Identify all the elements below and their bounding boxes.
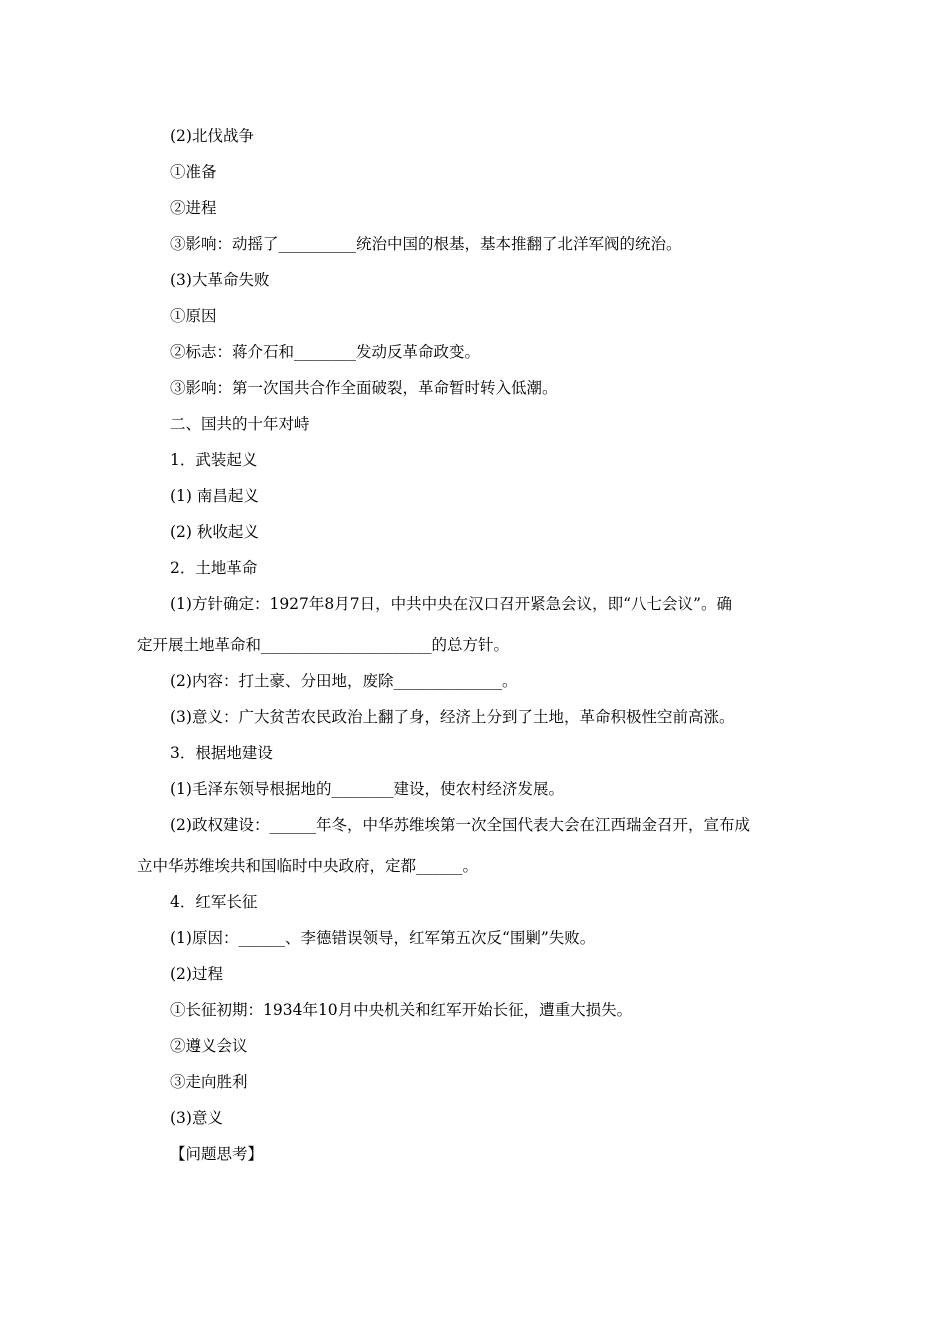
item-long-march-significance: (3)意义 xyxy=(170,1109,223,1127)
heading-question-thinking: 【问题思考】 xyxy=(170,1145,264,1163)
item-influence-fill-blank: ③影响：动摇了__________统治中国的根基，基本推翻了北洋军阀的统治。 xyxy=(170,235,682,253)
subheading-base-construction: 3．根据地建设 xyxy=(170,744,273,762)
item-nanchang-uprising: (1) 南昌起义 xyxy=(170,487,259,505)
paragraph-regime-line2: 立中华苏维埃共和国临时中央政府，定都______。 xyxy=(137,857,479,875)
item-process: ②进程 xyxy=(170,199,217,217)
heading-revolution-failure: (3)大革命失败 xyxy=(170,271,270,289)
paragraph-policy-line1: (1)方针确定：1927年8月7日，中共中央在汉口召开紧急会议，即“八七会议”。确 xyxy=(170,595,732,613)
item-content-fill-blank: (2)内容：打土豪、分田地，废除______________。 xyxy=(170,672,518,690)
item-toward-victory: ③走向胜利 xyxy=(170,1073,248,1091)
item-long-march-process: (2)过程 xyxy=(170,965,223,983)
subheading-long-march: 4．红军长征 xyxy=(170,893,258,911)
item-early-long-march: ①长征初期：1934年10月中央机关和红军开始长征，遭重大损失。 xyxy=(170,1001,633,1019)
heading-northern-expedition: (2)北伐战争 xyxy=(170,127,254,145)
item-influence-cooperation: ③影响：第一次国共合作全面破裂，革命暂时转入低潮。 xyxy=(170,379,558,397)
item-mao-construction-fill-blank: (1)毛泽东领导根据地的________建设，使农村经济发展。 xyxy=(170,780,564,798)
item-preparation: ①准备 xyxy=(170,163,217,181)
item-long-march-cause-fill-blank: (1)原因：______、李德错误领导，红军第五次反“围剿”失败。 xyxy=(170,929,596,947)
item-significance: (3)意义：广大贫苦农民政治上翻了身，经济上分到了土地，革命积极性空前高涨。 xyxy=(170,708,735,726)
paragraph-policy-line2: 定开展土地革命和______________________的总方针。 xyxy=(137,636,510,654)
subheading-armed-uprising: 1．武装起义 xyxy=(170,451,258,469)
section-heading-ten-year-confrontation: 二、国共的十年对峙 xyxy=(170,415,310,433)
subheading-land-revolution: 2．土地革命 xyxy=(170,559,258,577)
item-zunyi-conference: ②遵义会议 xyxy=(170,1037,248,1055)
item-cause: ①原因 xyxy=(170,307,217,325)
item-autumn-harvest-uprising: (2) 秋收起义 xyxy=(170,523,259,541)
item-sign-fill-blank: ②标志：蒋介石和________发动反革命政变。 xyxy=(170,343,481,361)
paragraph-regime-line1: (2)政权建设：______年冬，中华苏维埃第一次全国代表大会在江西瑞金召开，宣布成 xyxy=(170,816,750,834)
